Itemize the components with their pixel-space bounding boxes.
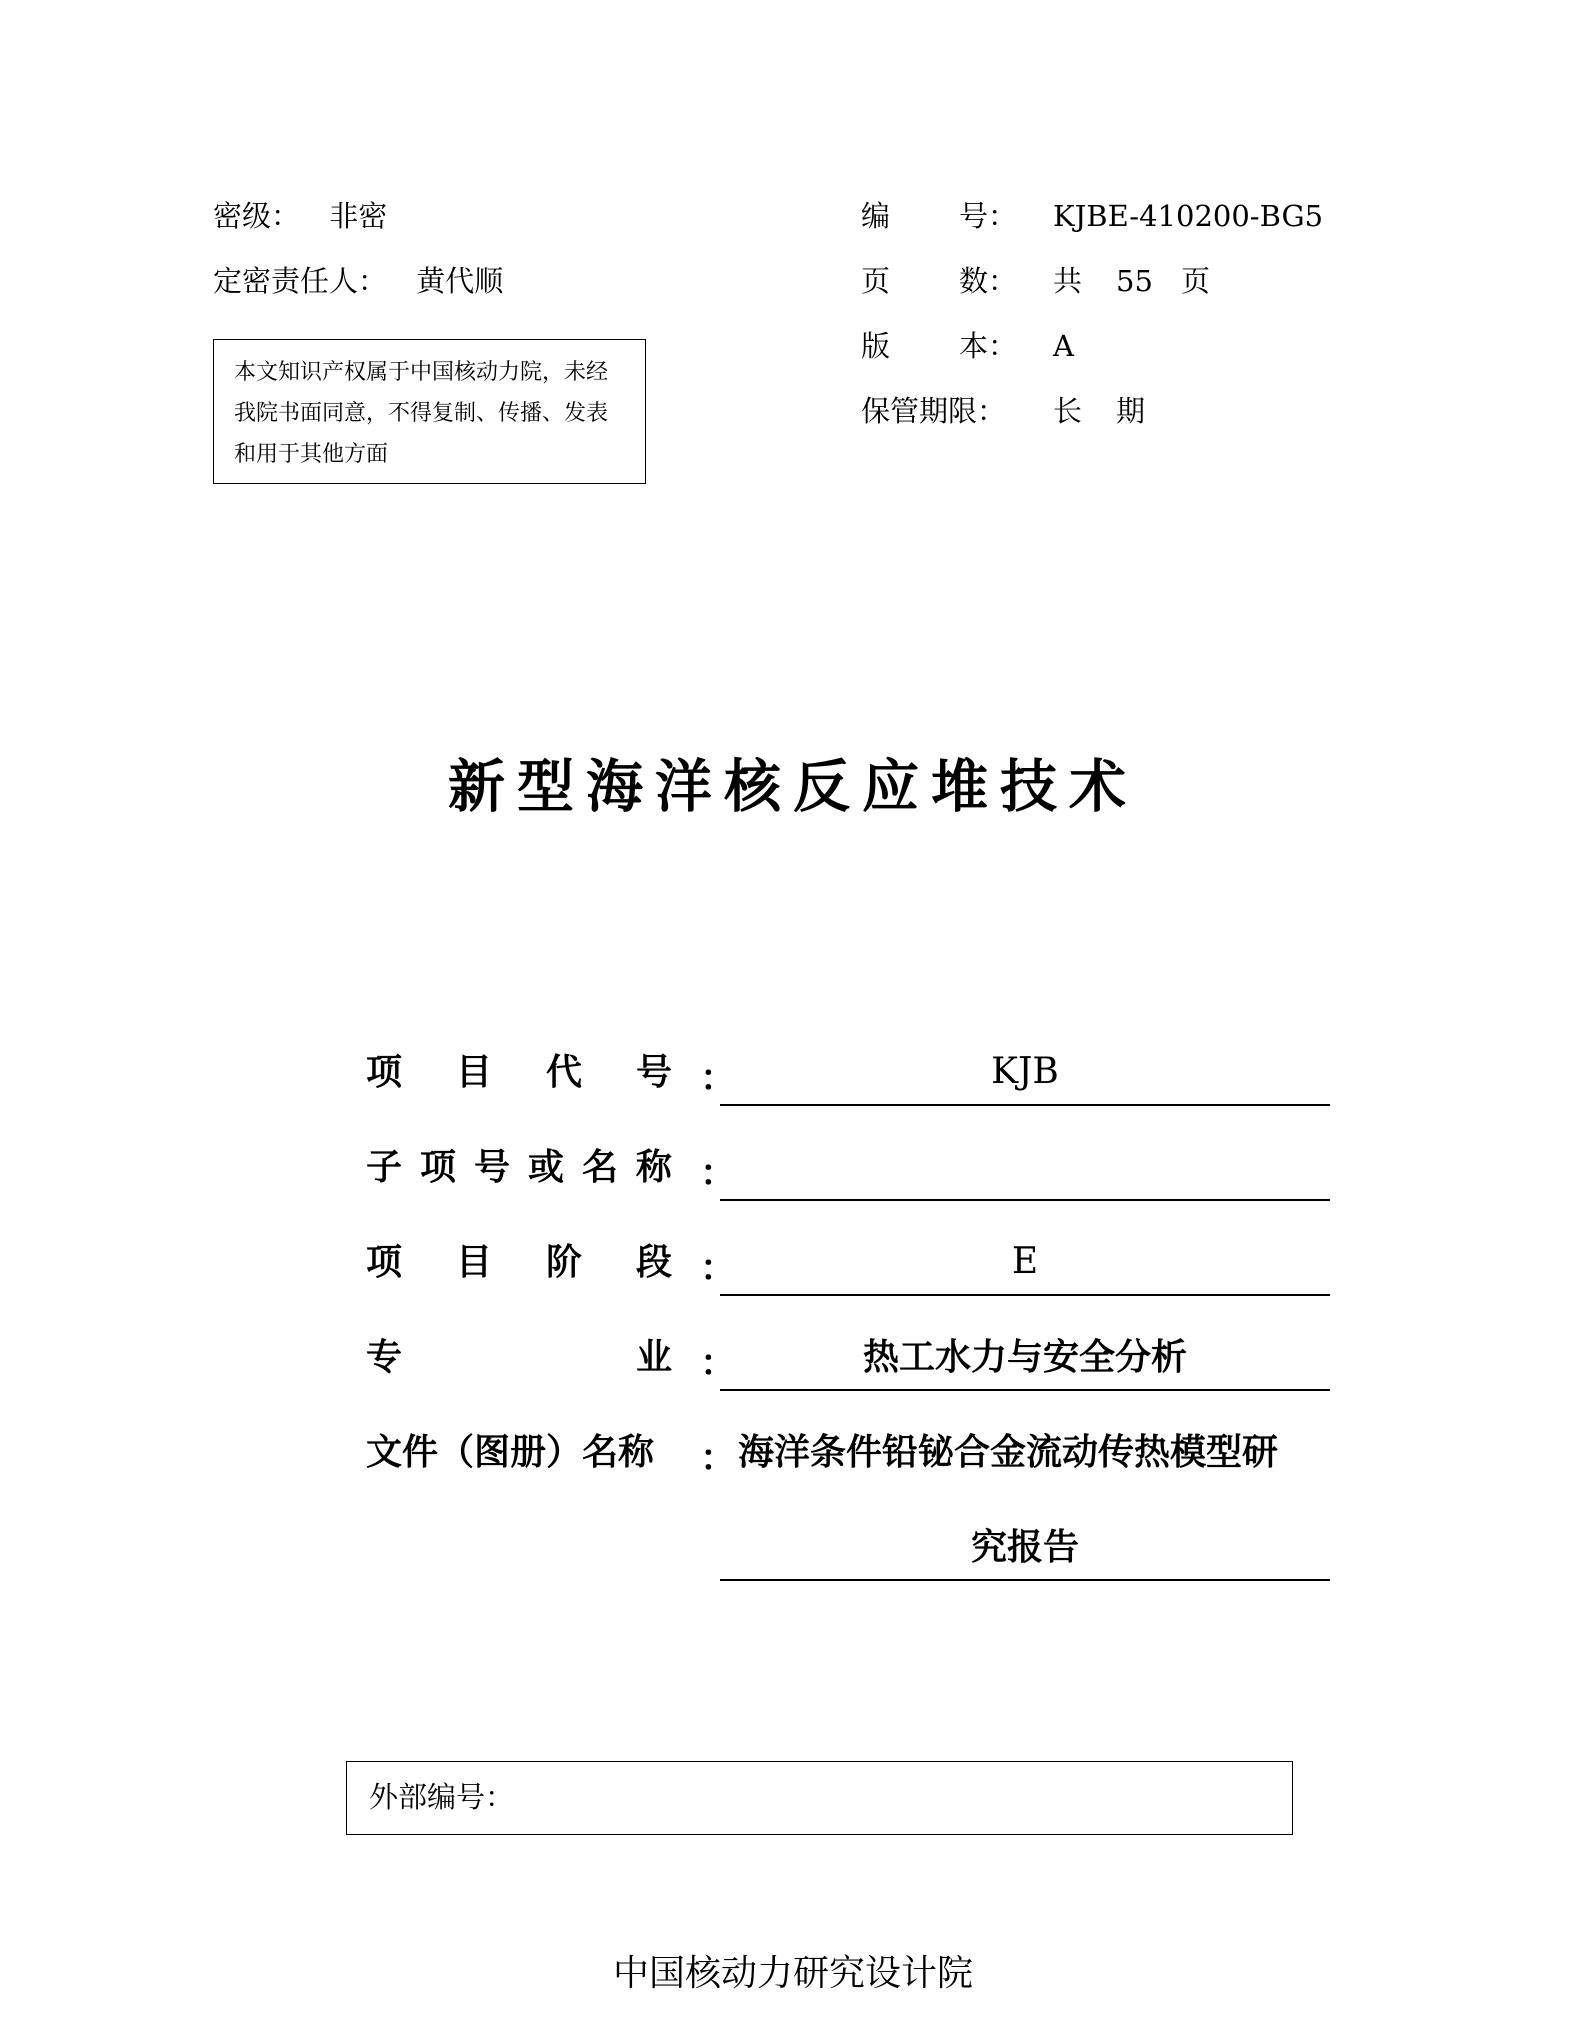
document-title: 新型海洋核反应堆技术 <box>448 754 1138 820</box>
external-number-label: 外部编号： <box>369 1780 515 1814</box>
phase-label-char: 目 <box>455 1241 492 1283</box>
responsible-label: 定密责任人： <box>213 264 388 298</box>
phase-label-char: 段 <box>635 1241 672 1283</box>
page-count-row <box>861 263 1211 299</box>
specialty-colon: ： <box>700 1342 737 1384</box>
subitem-label <box>366 1145 672 1189</box>
copyright-notice: 本文知识产权属于中国核动力院，未经我院书面同意，不得复制、传播、发表和用于其他方面 <box>234 360 609 467</box>
retention-label: 保管期限： <box>861 394 1007 428</box>
project-code-underline <box>720 1104 1330 1106</box>
project-code-label <box>366 1050 672 1094</box>
filename-value-line-1: 海洋条件铅铋合金流动传热模型研 <box>738 1431 1279 1473</box>
classification-row <box>213 198 387 234</box>
responsible-value: 黄代顺 <box>416 264 504 298</box>
subitem-label-char: 项 <box>419 1146 456 1188</box>
document-number-value: KJBE-410200-BG5 <box>1053 199 1324 233</box>
project-code-value: KJB <box>991 1051 1059 1092</box>
subitem-label-char: 或 <box>527 1146 564 1188</box>
project-code-label-char: 号 <box>635 1051 672 1093</box>
page-count-label-2: 数： <box>959 264 1018 298</box>
subitem-label-char: 名 <box>581 1146 618 1188</box>
retention-value-2: 期 <box>1116 394 1146 428</box>
external-number-box <box>346 1761 1293 1835</box>
specialty-label-char: 专 <box>366 1336 403 1378</box>
copyright-notice-box <box>213 339 646 484</box>
filename-label: 文件（图册）名称 <box>366 1431 655 1473</box>
subitem-underline <box>720 1199 1330 1201</box>
subitem-colon: ： <box>700 1152 737 1194</box>
document-number-label-1: 编 <box>861 199 891 233</box>
page-count-prefix: 共 <box>1053 264 1083 298</box>
project-code-label-char: 目 <box>455 1051 492 1093</box>
page-count-value: 55 <box>1116 264 1153 298</box>
specialty-label-char: 业 <box>635 1336 672 1378</box>
document-number-label-2: 号： <box>959 199 1018 233</box>
filename-underline <box>720 1579 1330 1581</box>
organization-name: 中国核动力研究设计院 <box>612 1953 973 1994</box>
version-value: A <box>1053 329 1074 363</box>
classification-label: 密级： <box>213 199 301 233</box>
phase-label-char: 项 <box>366 1241 403 1283</box>
phase-label <box>366 1240 672 1284</box>
specialty-underline <box>720 1389 1330 1391</box>
subitem-label-char: 子 <box>366 1146 403 1188</box>
phase-colon: ： <box>700 1247 737 1289</box>
project-code-label-char: 项 <box>366 1051 403 1093</box>
phase-label-char: 阶 <box>545 1241 582 1283</box>
classification-value: 非密 <box>329 199 388 233</box>
specialty-label <box>366 1335 672 1379</box>
retention-value-1: 长 <box>1053 394 1083 428</box>
phase-value: E <box>1011 1241 1039 1282</box>
responsible-row <box>213 263 503 299</box>
project-code-colon: ： <box>700 1057 737 1099</box>
version-label-2: 本： <box>959 329 1018 363</box>
specialty-value: 热工水力与安全分析 <box>862 1336 1187 1378</box>
subitem-label-char: 号 <box>473 1146 510 1188</box>
page-count-label-1: 页 <box>861 264 891 298</box>
version-label-1: 版 <box>861 329 891 363</box>
phase-underline <box>720 1294 1330 1296</box>
project-code-label-char: 代 <box>545 1051 582 1093</box>
retention-row <box>861 393 1146 429</box>
filename-colon: ： <box>700 1437 737 1479</box>
filename-value-line-2: 究报告 <box>970 1526 1079 1568</box>
document-number-row <box>861 198 1324 234</box>
page-count-suffix: 页 <box>1181 264 1211 298</box>
version-row <box>861 328 1074 364</box>
subitem-label-char: 称 <box>635 1146 672 1188</box>
